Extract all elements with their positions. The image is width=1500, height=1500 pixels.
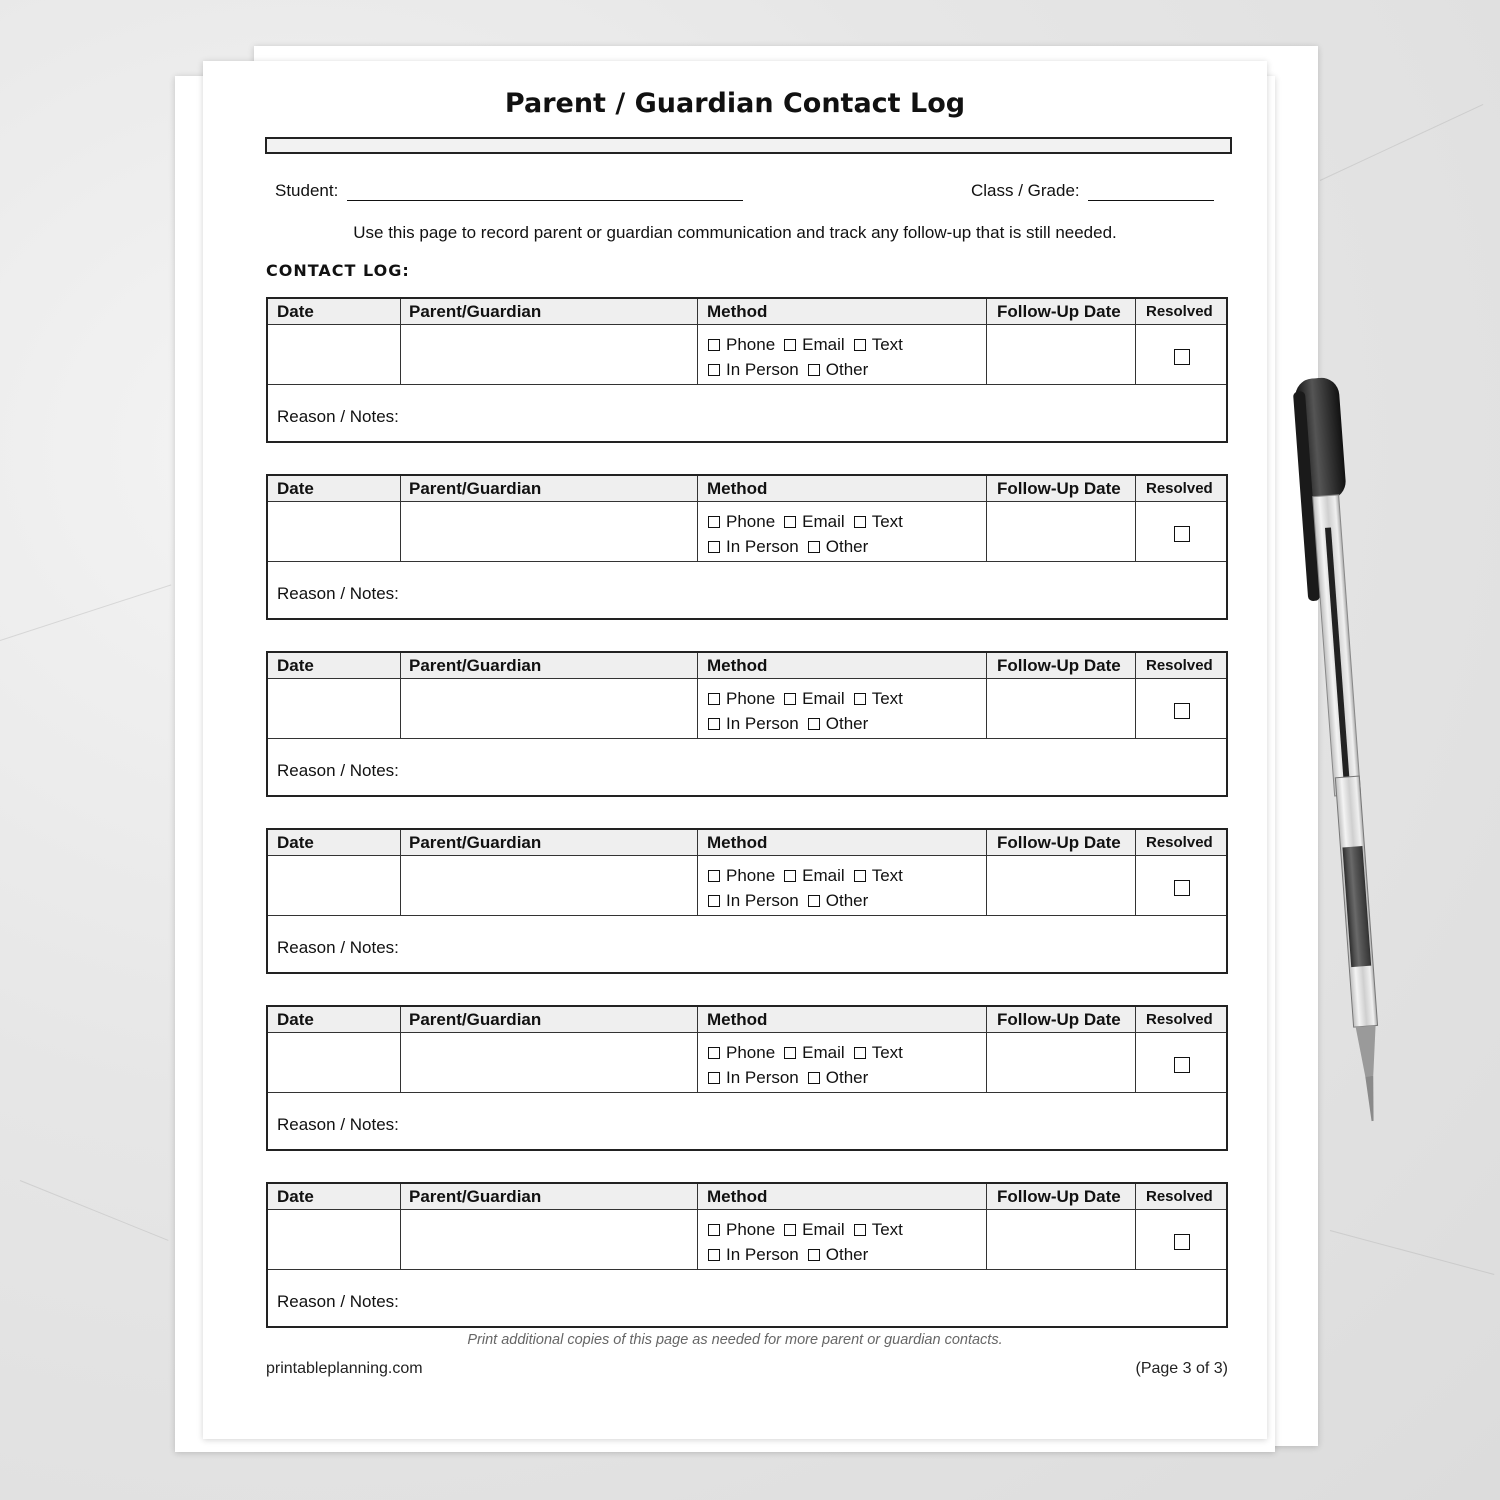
parent-guardian-header: Parent/Guardian (409, 833, 542, 852)
row-divider (268, 1269, 1226, 1270)
method-options (708, 687, 912, 737)
date-header: Date (277, 656, 314, 675)
checkbox[interactable] (854, 1224, 866, 1236)
option-label: In Person (726, 891, 799, 910)
reason-notes-label: Reason / Notes: (277, 761, 399, 780)
method-other-option[interactable] (808, 358, 869, 382)
resolved-checkbox[interactable] (1174, 880, 1190, 896)
column-divider (1135, 830, 1136, 916)
column-divider (400, 299, 401, 385)
method-other-option[interactable] (808, 1066, 869, 1090)
checkbox[interactable] (808, 895, 820, 907)
method-in-person-option[interactable] (708, 712, 799, 736)
option-label: Text (871, 689, 903, 708)
resolved-header: Resolved (1146, 1188, 1213, 1205)
checkbox[interactable] (854, 339, 866, 351)
checkbox[interactable] (784, 339, 796, 351)
checkbox[interactable] (708, 718, 720, 730)
checkbox[interactable] (708, 693, 720, 705)
resolved-header: Resolved (1146, 834, 1213, 851)
option-label: Text (871, 335, 903, 354)
column-divider (986, 299, 987, 385)
date-header: Date (277, 1010, 314, 1029)
checkbox[interactable] (854, 870, 866, 882)
method-options (708, 864, 912, 914)
option-label: Email (802, 689, 845, 708)
option-label: In Person (726, 537, 799, 556)
column-divider (1135, 1184, 1136, 1270)
reason-notes-label: Reason / Notes: (277, 407, 399, 426)
resolved-header: Resolved (1146, 657, 1213, 674)
option-label: Email (802, 1220, 845, 1239)
reason-notes-label: Reason / Notes: (277, 1292, 399, 1311)
method-email-option[interactable] (784, 687, 845, 711)
checkbox[interactable] (854, 516, 866, 528)
method-options (708, 510, 912, 560)
contact-entry (266, 1182, 1228, 1328)
row-divider (268, 1092, 1226, 1093)
method-header: Method (707, 479, 768, 498)
column-divider (697, 1007, 698, 1093)
checkbox[interactable] (808, 364, 820, 376)
student-label: Student: (275, 181, 339, 200)
checkbox[interactable] (708, 541, 720, 553)
method-email-option[interactable] (784, 1041, 845, 1065)
column-divider (697, 476, 698, 562)
checkbox[interactable] (808, 541, 820, 553)
column-divider (1135, 653, 1136, 739)
method-phone-option[interactable] (708, 687, 775, 711)
contact-entry (266, 297, 1228, 443)
follow-up-date-header: Follow-Up Date (997, 479, 1121, 498)
option-label: Other (825, 1068, 869, 1087)
checkbox[interactable] (808, 1249, 820, 1261)
method-phone-option[interactable] (708, 1218, 775, 1242)
method-phone-option[interactable] (708, 1041, 775, 1065)
option-label: Other (825, 714, 869, 733)
checkbox[interactable] (854, 1047, 866, 1059)
class-grade-field (971, 181, 1214, 201)
option-label: Email (802, 1043, 845, 1062)
method-text-option[interactable] (854, 510, 903, 534)
option-label: Other (825, 537, 869, 556)
method-in-person-option[interactable] (708, 535, 799, 559)
student-line[interactable] (347, 182, 743, 201)
checkbox[interactable] (708, 339, 720, 351)
checkbox[interactable] (708, 1249, 720, 1261)
method-phone-option[interactable] (708, 510, 775, 534)
method-other-option[interactable] (808, 712, 869, 736)
method-other-option[interactable] (808, 535, 869, 559)
column-divider (697, 653, 698, 739)
parent-guardian-header: Parent/Guardian (409, 479, 542, 498)
method-other-option[interactable] (808, 889, 869, 913)
contact-entry (266, 474, 1228, 620)
method-header: Method (707, 833, 768, 852)
option-label: Text (871, 1220, 903, 1239)
row-divider (268, 915, 1226, 916)
row-divider (268, 384, 1226, 385)
column-divider (1135, 299, 1136, 385)
title-bar (265, 137, 1232, 154)
contact-entry (266, 828, 1228, 974)
option-label: In Person (726, 714, 799, 733)
parent-guardian-header: Parent/Guardian (409, 656, 542, 675)
option-label: Text (871, 512, 903, 531)
checkbox[interactable] (708, 1072, 720, 1084)
parent-guardian-header: Parent/Guardian (409, 1187, 542, 1206)
resolved-header: Resolved (1146, 480, 1213, 497)
option-label: In Person (726, 1068, 799, 1087)
reason-notes-label: Reason / Notes: (277, 938, 399, 957)
follow-up-date-header: Follow-Up Date (997, 302, 1121, 321)
checkbox[interactable] (854, 693, 866, 705)
column-divider (1135, 476, 1136, 562)
resolved-checkbox[interactable] (1174, 1057, 1190, 1073)
marble-vein (1330, 1230, 1494, 1275)
resolved-header: Resolved (1146, 1011, 1213, 1028)
column-divider (1135, 1007, 1136, 1093)
method-text-option[interactable] (854, 1218, 903, 1242)
method-options (708, 1041, 912, 1091)
resolved-checkbox[interactable] (1174, 526, 1190, 542)
method-header: Method (707, 302, 768, 321)
column-divider (986, 830, 987, 916)
checkbox[interactable] (784, 870, 796, 882)
contact-entry (266, 651, 1228, 797)
section-title: CONTACT LOG: (266, 261, 410, 280)
checkbox[interactable] (784, 693, 796, 705)
resolved-checkbox[interactable] (1174, 703, 1190, 719)
method-text-option[interactable] (854, 1041, 903, 1065)
page-number: (Page 3 of 3) (1135, 1360, 1228, 1377)
checkbox[interactable] (708, 870, 720, 882)
checkbox[interactable] (708, 895, 720, 907)
checkbox[interactable] (708, 1224, 720, 1236)
follow-up-date-header: Follow-Up Date (997, 1187, 1121, 1206)
class-grade-label: Class / Grade: (971, 181, 1080, 200)
checkbox[interactable] (784, 516, 796, 528)
resolved-checkbox[interactable] (1174, 1234, 1190, 1250)
column-divider (400, 476, 401, 562)
method-email-option[interactable] (784, 510, 845, 534)
marble-vein (1320, 104, 1484, 181)
option-label: Phone (726, 335, 776, 354)
checkbox[interactable] (708, 364, 720, 376)
parent-guardian-header: Parent/Guardian (409, 302, 542, 321)
method-header: Method (707, 1010, 768, 1029)
column-divider (400, 1184, 401, 1270)
method-other-option[interactable] (808, 1243, 869, 1267)
option-label: Email (802, 335, 845, 354)
option-label: Other (825, 360, 869, 379)
option-label: Text (871, 866, 903, 885)
option-label: Phone (726, 1043, 776, 1062)
option-label: Email (802, 866, 845, 885)
class-grade-line[interactable] (1088, 182, 1214, 201)
follow-up-date-header: Follow-Up Date (997, 833, 1121, 852)
resolved-checkbox[interactable] (1174, 349, 1190, 365)
option-label: Phone (726, 512, 776, 531)
column-divider (400, 1007, 401, 1093)
page-title: Parent / Guardian Contact Log (504, 88, 966, 119)
option-label: Other (825, 1245, 869, 1264)
checkbox[interactable] (808, 1072, 820, 1084)
contact-log-page (203, 61, 1267, 1439)
method-email-option[interactable] (784, 864, 845, 888)
column-divider (986, 653, 987, 739)
method-header: Method (707, 656, 768, 675)
date-header: Date (277, 479, 314, 498)
column-divider (986, 476, 987, 562)
option-label: Email (802, 512, 845, 531)
option-label: Other (825, 891, 869, 910)
resolved-header: Resolved (1146, 303, 1213, 320)
checkbox[interactable] (784, 1224, 796, 1236)
method-text-option[interactable] (854, 864, 903, 888)
method-text-option[interactable] (854, 333, 903, 357)
instructions: Use this page to record parent or guardian communication and track any follow-up that is still needed. (353, 223, 1117, 242)
checkbox[interactable] (708, 516, 720, 528)
method-email-option[interactable] (784, 1218, 845, 1242)
parent-guardian-header: Parent/Guardian (409, 1010, 542, 1029)
marble-vein (0, 584, 171, 641)
row-divider (268, 561, 1226, 562)
option-label: In Person (726, 360, 799, 379)
option-label: In Person (726, 1245, 799, 1264)
footer-note: Print additional copies of this page as needed for more parent or guardian contacts. (467, 1332, 1003, 1348)
checkbox[interactable] (708, 1047, 720, 1059)
method-in-person-option[interactable] (708, 889, 799, 913)
column-divider (400, 830, 401, 916)
option-label: Phone (726, 866, 776, 885)
method-in-person-option[interactable] (708, 1243, 799, 1267)
method-phone-option[interactable] (708, 864, 775, 888)
column-divider (697, 299, 698, 385)
contact-entry (266, 1005, 1228, 1151)
reason-notes-label: Reason / Notes: (277, 1115, 399, 1134)
row-divider (268, 738, 1226, 739)
date-header: Date (277, 302, 314, 321)
checkbox[interactable] (784, 1047, 796, 1059)
column-divider (400, 653, 401, 739)
follow-up-date-header: Follow-Up Date (997, 1010, 1121, 1029)
option-label: Phone (726, 1220, 776, 1239)
method-header: Method (707, 1187, 768, 1206)
follow-up-date-header: Follow-Up Date (997, 656, 1121, 675)
checkbox[interactable] (808, 718, 820, 730)
reason-notes-label: Reason / Notes: (277, 584, 399, 603)
column-divider (986, 1007, 987, 1093)
marble-vein (20, 1180, 169, 1241)
method-email-option[interactable] (784, 333, 845, 357)
option-label: Phone (726, 689, 776, 708)
column-divider (697, 830, 698, 916)
student-field (275, 181, 743, 201)
option-label: Text (871, 1043, 903, 1062)
method-options (708, 1218, 912, 1268)
method-in-person-option[interactable] (708, 358, 799, 382)
method-options (708, 333, 912, 383)
method-in-person-option[interactable] (708, 1066, 799, 1090)
website: printableplanning.com (266, 1360, 423, 1377)
date-header: Date (277, 833, 314, 852)
method-text-option[interactable] (854, 687, 903, 711)
method-phone-option[interactable] (708, 333, 775, 357)
date-header: Date (277, 1187, 314, 1206)
column-divider (986, 1184, 987, 1270)
column-divider (697, 1184, 698, 1270)
